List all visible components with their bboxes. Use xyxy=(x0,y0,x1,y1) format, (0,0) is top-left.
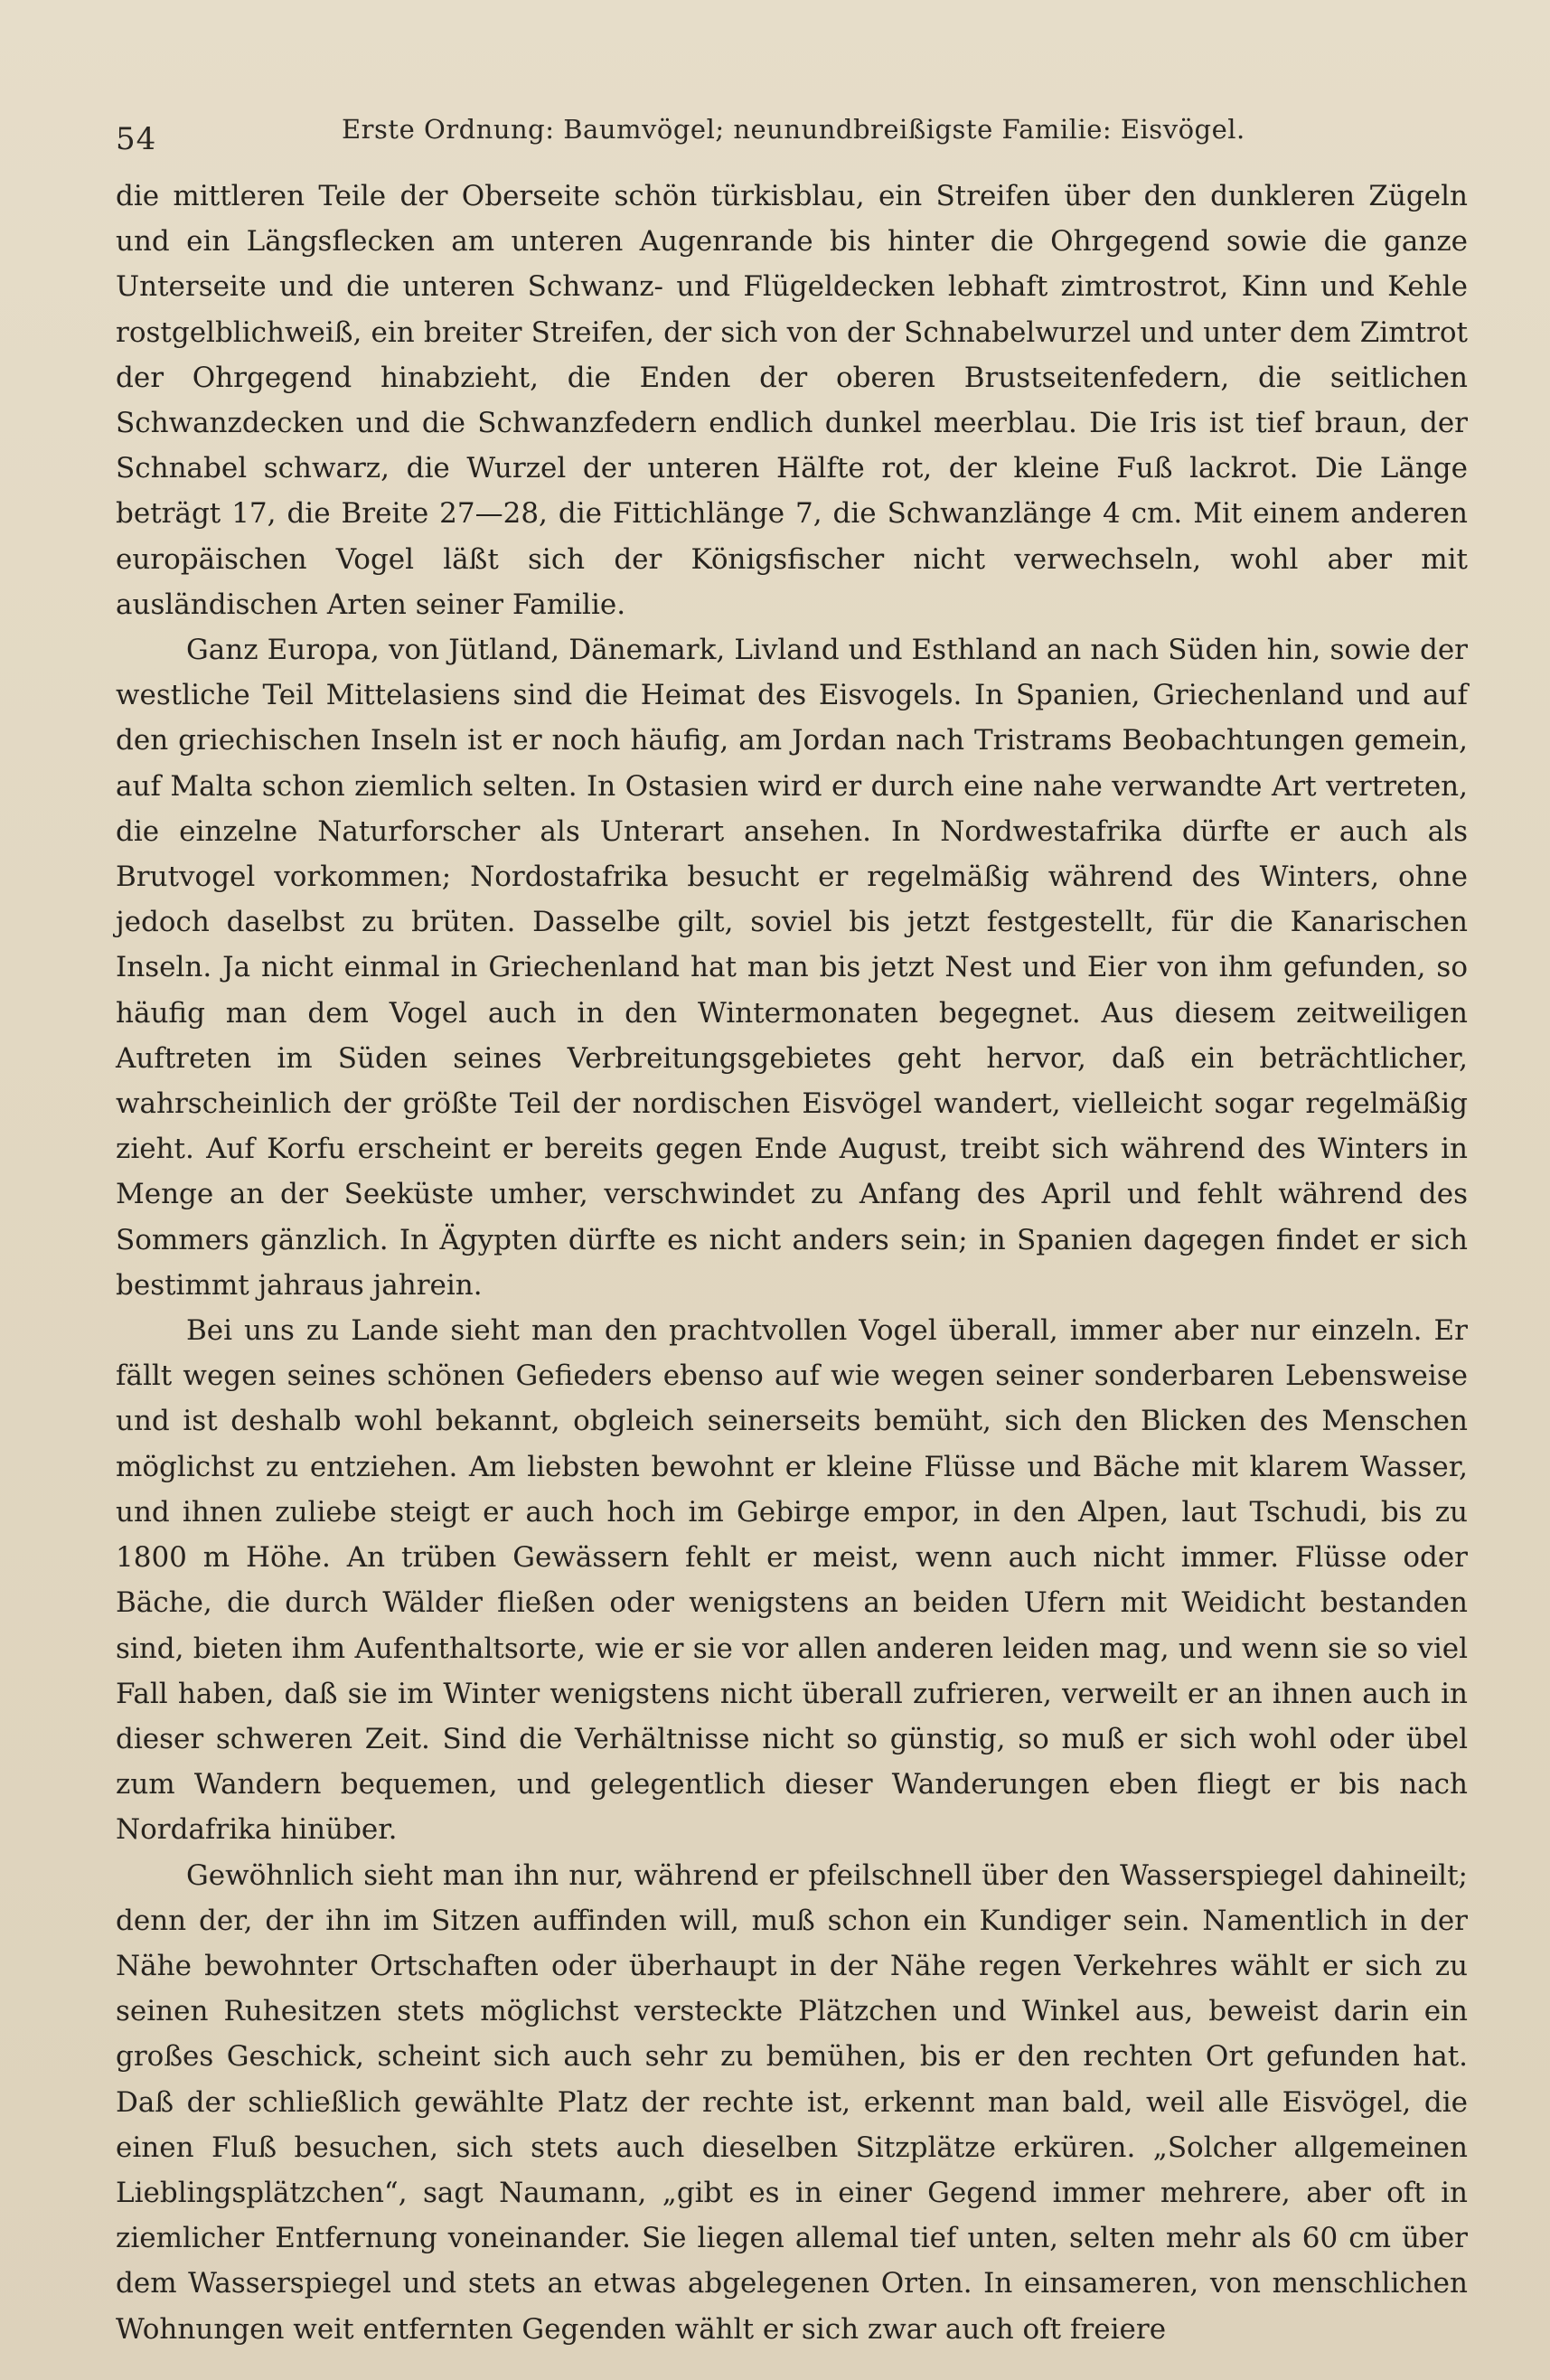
running-head: Erste Ordnung: Baumvögel; neunundbreißigste Familie: Eisvögel. xyxy=(342,114,1245,145)
page-number: 54 xyxy=(116,121,157,157)
paragraph-1: die mittleren Teile der Oberseite schön türkisblau, ein Streifen über den dunkleren Zügeln und ein Längsflecken am unteren Augenrande bis hinter die Ohrgegend sowie die ganze Unterseite und die unteren Schwanz- und Flügeldecken lebhaft zimtrostrot, Kinn und Kehle rostgelblichweiß, ein breiter Streifen, der sich von der Schnabelwurzel und unter dem Zimtrot der Ohrgegend hinabzieht, die Enden der oberen Brustseitenfedern, die seitlichen Schwanzdecken und die Schwanzfedern endlich dunkel meerblau. Die Iris ist tief braun, der Schnabel schwarz, die Wurzel der unteren Hälfte rot, der kleine Fuß lackrot. Die Länge beträgt 17, die Breite 27—28, die Fittichlänge 7, die Schwanzlänge 4 cm. Mit einem anderen europäischen Vogel läßt sich der Königsfischer nicht verwechseln, wohl aber mit ausländischen Arten seiner Familie. xyxy=(116,180,1468,621)
paragraph-3: Bei uns zu Lande sieht man den prachtvollen Vogel überall, immer aber nur einzeln. Er fällt wegen seines schönen Gefieders ebenso auf wie wegen seiner sonderbaren Lebensweise und ist deshalb wohl bekannt, obgleich seinerseits bemüht, sich den Blicken des Menschen möglichst zu entziehen. Am liebsten bewohnt er kleine Flüsse und Bäche mit klarem Wasser, und ihnen zuliebe steigt er auch hoch im Gebirge empor, in den Alpen, laut Tschudi, bis zu 1800 m Höhe. An trüben Gewässern fehlt er meist, wenn auch nicht immer. Flüsse oder Bäche, die durch Wälder fließen oder wenigstens an beiden Ufern mit Weidicht bestanden sind, bieten ihm Aufenthaltsorte, wie er sie vor allen anderen leiden mag, und wenn sie so viel Fall haben, daß sie im Winter wenigstens nicht überall zufrieren, verweilt er an ihnen auch in dieser schweren Zeit. Sind die Verhältnisse nicht so günstig, so muß er sich wohl oder übel zum Wandern bequemen, und gelegentlich dieser Wanderungen eben fliegt er bis nach Nordafrika hinüber. xyxy=(116,1314,1468,1847)
paragraph-2: Ganz Europa, von Jütland, Dänemark, Livland und Esthland an nach Süden hin, sowie der westliche Teil Mittelasiens sind die Heimat des Eisvogels. In Spanien, Griechenland und auf den griechischen Inseln ist er noch häufig, am Jordan nach Tristrams Beobachtungen gemein, auf Malta schon ziemlich selten. In Ostasien wird er durch eine nahe verwandte Art vertreten, die einzelne Naturforscher als Unterart ansehen. In Nordwestafrika dürfte er auch als Brutvogel vorkommen; Nordostafrika besucht er regelmäßig während des Winters, ohne jedoch daselbst zu brüten. Dasselbe gilt, soviel bis jetzt festgestellt, für die Kanarischen Inseln. Ja nicht einmal in Griechenland hat man bis jetzt Nest und Eier von ihm gefunden, so häufig man dem Vogel auch in den Wintermonaten begegnet. Aus diesem zeitweiligen Auftreten im Süden seines Verbreitungsgebietes geht hervor, daß ein beträchtlicher, wahrscheinlich der größte Teil der nordischen Eisvögel wandert, vielleicht sogar regelmäßig zieht. Auf Korfu erscheint er bereits gegen Ende August, treibt sich während des Winters in Menge an der Seeküste umher, verschwindet zu Anfang des April und fehlt während des Sommers gänzlich. In Ägypten dürfte es nicht anders sein; in Spanien dagegen findet er sich bestimmt jahraus jahrein. xyxy=(116,634,1468,1302)
page-header xyxy=(116,107,1453,161)
body-text xyxy=(116,174,1468,2352)
paragraph-4: Gewöhnlich sieht man ihn nur, während er pfeilschnell über den Wasserspiegel dahineilt; denn der, der ihn im Sitzen auffinden will, muß schon ein Kundiger sein. Namentlich in der Nähe bewohnter Ortschaften oder überhaupt in der Nähe regen Verkehres wählt er sich zu seinen Ruhesitzen stets möglichst versteckte Plätzchen und Winkel aus, beweist darin ein großes Geschick, scheint sich auch sehr zu bemühen, bis er den rechten Ort gefunden hat. Daß der schließlich gewählte Platz der rechte ist, erkennt man bald, weil alle Eisvögel, die einen Fluß besuchen, sich stets auch dieselben Sitzplätze erküren. „Solcher allgemeinen Lieblingsplätzchen“, sagt Naumann, „gibt es in einer Gegend immer mehrere, aber oft in ziemlicher Entfernung voneinander. Sie liegen allemal tief unten, selten mehr als 60 cm über dem Wasserspiegel und stets an etwas abgelegenen Orten. In einsameren, von menschlichen Wohnungen weit entfernten Gegenden wählt er sich zwar auch oft freiere xyxy=(116,1858,1468,2346)
